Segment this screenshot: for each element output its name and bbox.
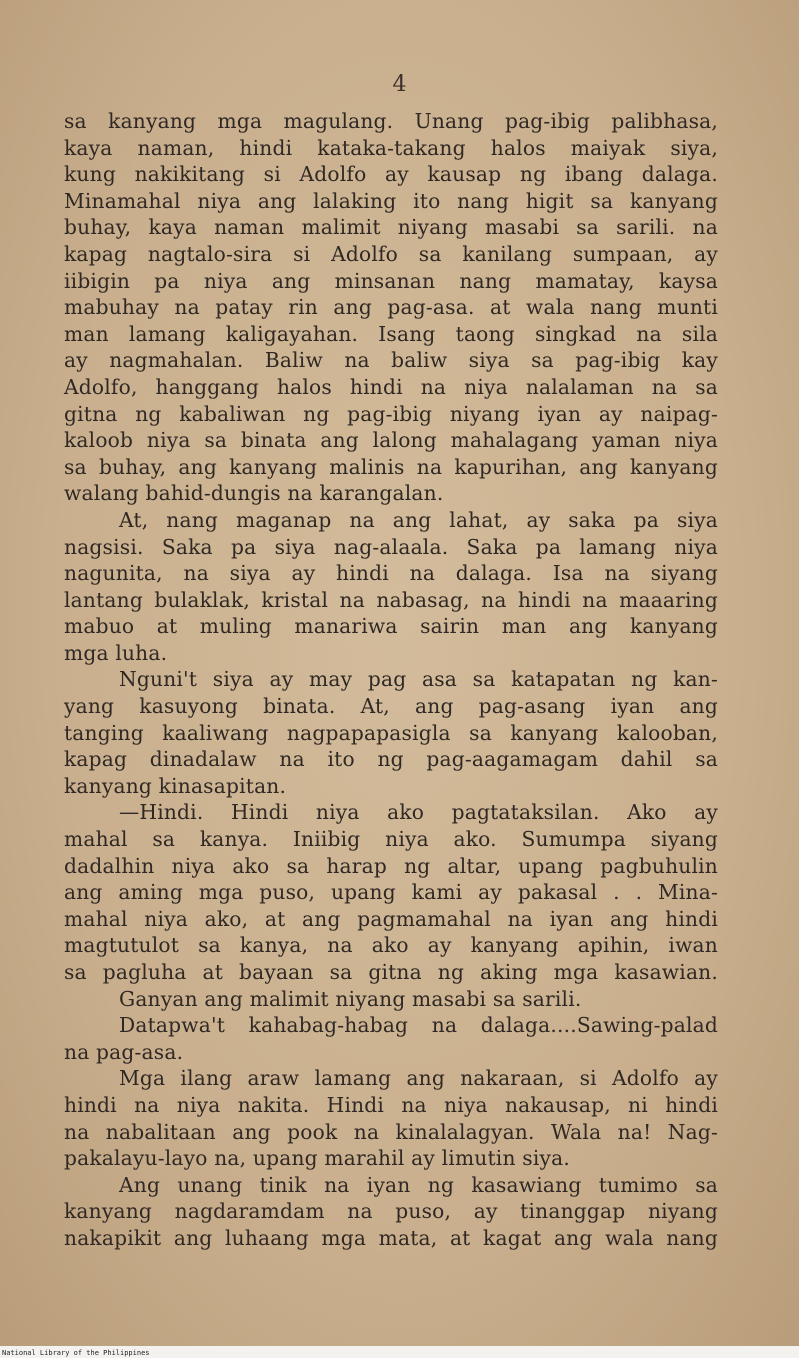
- footer-credit: National Library of the Philippines: [2, 1349, 150, 1357]
- text-line: gitna ng kabaliwan ng pag-ibig niyang iyan ay naipag-: [64, 401, 718, 426]
- text-line: kapag nagtalo-sira si Adolfo sa kanilang sumpaan, ay: [64, 241, 718, 266]
- text-line: na nabalitaan ang pook na kinalalagyan. Wala na! Nag-: [64, 1119, 718, 1144]
- text-line: Datapwa't kahabag-habag na dalaga....Sawing-palad: [119, 1013, 718, 1038]
- text-line: ay nagmahalan. Baliw na baliw siya sa pag-ibig kay: [64, 348, 718, 373]
- text-line: sa pagluha at bayaan sa gitna ng aking mga kasawian.: [64, 960, 718, 984]
- text-line: mga luha.: [64, 640, 168, 665]
- text-line: kanyang kinasapitan.: [64, 773, 287, 798]
- text-line: ang aming mga puso, upang kami ay pakasal . . Mina-: [64, 880, 718, 905]
- text-line: walang bahid-dungis na karangalan.: [64, 481, 444, 506]
- text-line: buhay, kaya naman malimit niyang masabi sa sarili. na: [64, 215, 718, 240]
- text-line: nakapikit ang luhaang mga mata, at kagat ang wala nang: [64, 1225, 718, 1250]
- text-line: tanging kaaliwang nagpapapasigla sa kanyang kalooban,: [64, 720, 718, 745]
- text-line: kung nakikitang si Adolfo ay kausap ng ibang dalaga.: [64, 162, 718, 187]
- text-line: pakalayu-layo na, upang marahil ay limutin siya.: [64, 1146, 570, 1171]
- page-number: 4: [392, 72, 407, 97]
- text-line: nagsisi. Saka pa siya nag-alaala. Saka pa lamang niya: [64, 534, 718, 559]
- text-line: kapag dinadalaw na ito ng pag-aagamagam dahil sa: [64, 747, 718, 772]
- text-line: yang kasuyong binata. At, ang pag-asang iyan ang: [64, 694, 718, 719]
- text-line: —Hindi. Hindi niya ako pagtataksilan. Ako ay: [119, 800, 718, 825]
- body-text: [64, 108, 718, 1252]
- text-line: nagunita, na siya ay hindi na dalaga. Isa na siyang: [64, 561, 718, 586]
- text-line: mabuhay na patay rin ang pag-asa. at wala nang munti: [64, 295, 718, 320]
- text-line: iibigin pa niya ang minsanan nang mamatay, kaysa: [64, 268, 718, 293]
- text-line: kanyang nagdaramdam na puso, ay tinanggap niyang: [64, 1199, 718, 1224]
- text-line: magtutulot sa kanya, na ako ay kanyang apihin, iwan: [64, 933, 718, 958]
- text-line: mabuo at muling manariwa sairin man ang kanyang: [64, 614, 718, 639]
- text-line: man lamang kaligayahan. Isang taong singkad na sila: [64, 321, 718, 346]
- text-line: mahal sa kanya. Iniibig niya ako. Sumumpa siyang: [64, 827, 718, 852]
- text-line: Adolfo, hanggang halos hindi na niya nalalaman na sa: [64, 374, 718, 399]
- text-line: mahal niya ako, at ang pagmamahal na iyan ang hindi: [64, 906, 718, 931]
- text-line: dadalhin niya ako sa harap ng altar, upang pagbuhulin: [64, 853, 718, 878]
- text-line: kaloob niya sa binata ang lalong mahalagang yaman niya: [64, 428, 718, 453]
- text-line: lantang bulaklak, kristal na nabasag, na hindi na maaaring: [64, 587, 718, 612]
- text-line: sa buhay, ang kanyang malinis na kapurihan, ang kanyang: [64, 454, 718, 479]
- text-line: Mga ilang araw lamang ang nakaraan, si Adolfo ay: [119, 1066, 718, 1091]
- text-line: At, nang maganap na ang lahat, ay saka pa siya: [119, 507, 718, 532]
- text-line: Nguni't siya ay may pag asa sa katapatan ng kan-: [119, 667, 718, 692]
- text-line: kaya naman, hindi kataka-takang halos maiyak siya,: [64, 135, 718, 160]
- text-line: Ang unang tinik na iyan ng kasawiang tumimo sa: [119, 1172, 718, 1197]
- text-line: Ganyan ang malimit niyang masabi sa sarili.: [119, 986, 582, 1011]
- text-line: na pag-asa.: [64, 1039, 184, 1064]
- text-line: hindi na niya nakita. Hindi na niya nakausap, ni hindi: [64, 1092, 718, 1117]
- text-line: Minamahal niya ang lalaking ito nang higit sa kanyang: [64, 188, 718, 213]
- text-line: sa kanyang mga magulang. Unang pag-ibig palibhasa,: [64, 109, 718, 133]
